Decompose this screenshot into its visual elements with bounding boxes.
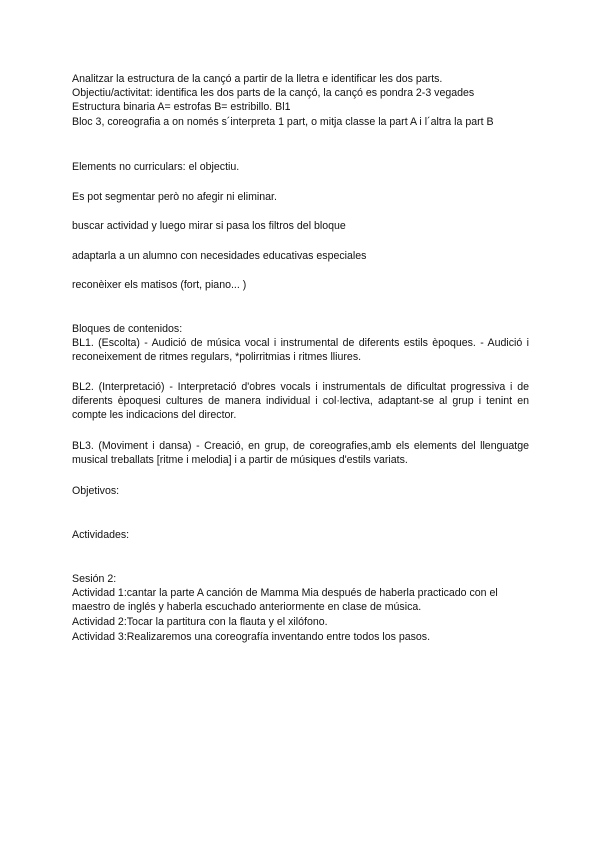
intro-line: Bloc 3, coreografia a on només s´interpreta 1 part, o mitja classe la part A i l´altra la part B: [72, 115, 494, 128]
session-heading: Sesión 2:: [72, 573, 117, 585]
note-item: Es pot segmentar però no afegir ni eliminar.: [72, 191, 277, 203]
activity-3: Actividad 3:Realizaremos una coreografía inventando entre todos los pasos.: [72, 631, 431, 643]
bl1-paragraph: BL1. (Escolta) - Audició de música vocal i instrumental de diferents estils èpoques. - Audició i reconeixement de ritmes regulars, *polirritmias i ritmes lliures.: [72, 337, 529, 364]
intro-paragraph: [72, 72, 529, 129]
contents-heading: Bloques de contenidos:: [72, 323, 183, 335]
note-item: Elements no curriculars: el objectiu.: [72, 161, 240, 173]
activity-2: Actividad 2:Tocar la partitura con la flauta y el xilófono.: [72, 616, 328, 628]
intro-line: Analitzar la estructura de la cançó a partir de la lletra e identificar les dos parts.: [72, 73, 443, 85]
objectives-heading: Objetivos:: [72, 485, 120, 497]
bl3-paragraph: BL3. (Moviment i dansa) - Creació, en grup, de coreografies,amb els elements del llenguatge musical treballats [ritme i melodia] i a partir de músiques d'estils variats.: [72, 440, 529, 467]
intro-line: Objectiu/activitat: identifica les dos parts de la cançó, la cançó es pondra 2-3 vegades: [72, 87, 475, 100]
note-item: buscar actividad y luego mirar si pasa los filtros del bloque: [72, 220, 346, 232]
note-item: reconèixer els matisos (fort, piano... ): [72, 279, 247, 291]
intro-line: Estructura binaria A= estrofas B= estribillo. Bl1: [72, 101, 291, 114]
activities-heading: Actividades:: [72, 529, 130, 541]
activity-1: Actividad 1:cantar la parte A canción de Mamma Mia después de haberla practicado con el maestro de inglés y haberla escuchado anteriormente en clase de música.: [72, 587, 498, 614]
bl2-paragraph: BL2. (Interpretació) - Interpretació d'obres vocals i instrumentals de dificultat progressiva i de diferents èpoquesi cultures de manera individual i col·lectiva, adaptant-se al grup i tenint en compte les indicacions del director.: [72, 381, 529, 422]
note-item: adaptarla a un alumno con necesidades educativas especiales: [72, 250, 367, 262]
